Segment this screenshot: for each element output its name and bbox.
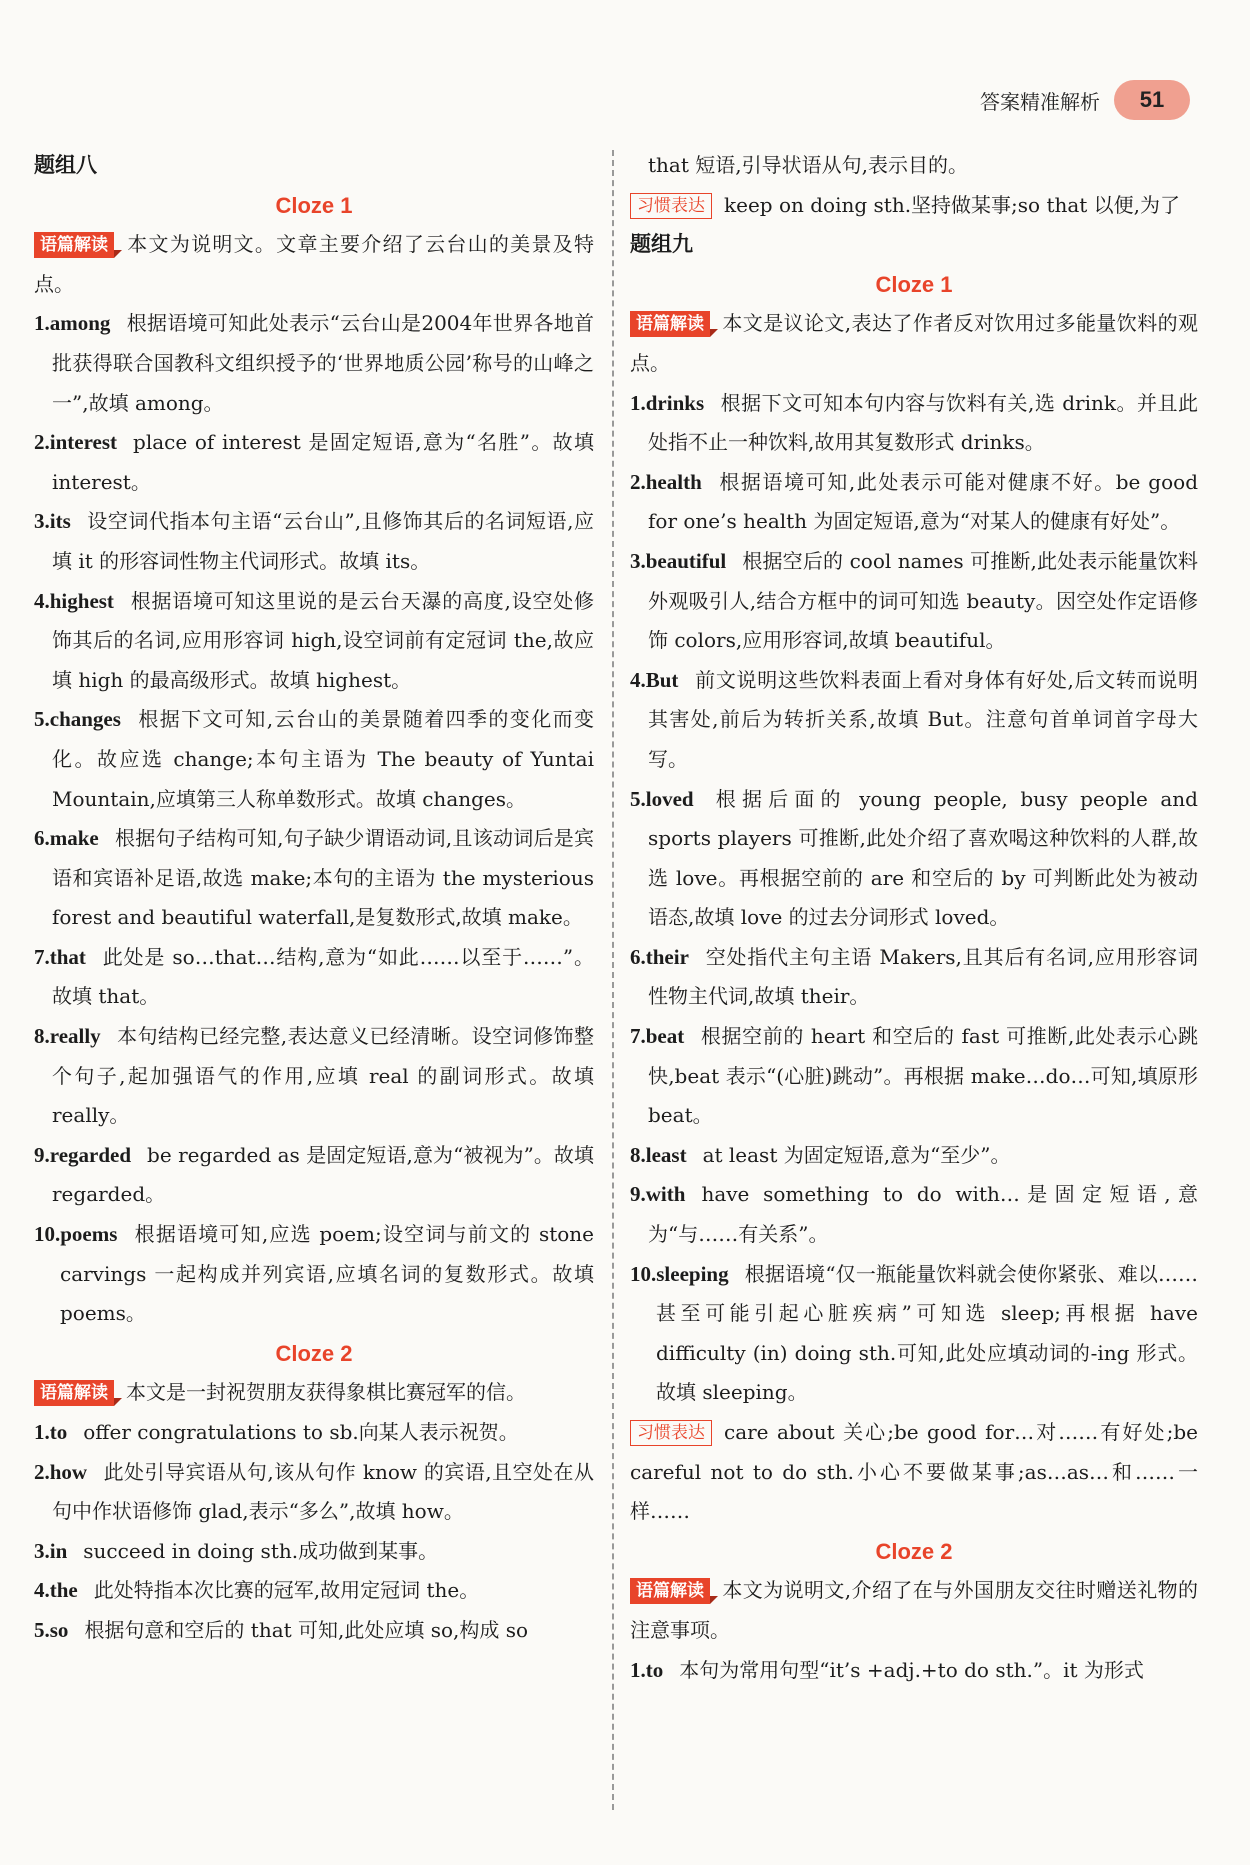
cloze-title: Cloze 2 — [875, 1538, 953, 1564]
answer-item — [34, 423, 594, 502]
answer-item — [34, 1215, 594, 1334]
explanation-text: 根据下文可知,云台山的美景随着四季的变化而变化。故应选 change;本句主语为 The beauty of Yuntai Mountain,应填第三人称单数形式。故填 changes。 — [52, 707, 594, 811]
page-number: 51 — [1114, 80, 1190, 120]
right-column — [630, 146, 1198, 1690]
answer-item — [630, 938, 1198, 1017]
explanation-text: 根据语境可知此处表示“云台山是2004年世界各地首批获得联合国教科文组织授予的‘世界地质公园’称号的山峰之一”,故填 among。 — [52, 311, 594, 415]
item-number: 3. — [34, 509, 50, 534]
answer-list — [630, 384, 1198, 1413]
explanation-text: 根据空前的 heart 和空后的 fast 可推断,此处表示心跳快,beat 表示“(心脏)跳动”。再根据 make…do…可知,填原形 beat。 — [648, 1024, 1198, 1128]
answer-item — [34, 700, 594, 819]
cloze-title: Cloze 2 — [275, 1340, 353, 1366]
answer-word: that — [49, 944, 86, 969]
answer-word: to — [645, 1657, 664, 1682]
explanation-text: 此处引导宾语从句,该从句作 know 的宾语,且空处在从句中作状语修饰 glad,表示“多么”,故填 how。 — [52, 1459, 594, 1524]
explanation-text: 根据语境可知这里说的是云台天瀑的高度,设空处修饰其后的名词,应用形容词 high,设空词前有定冠词 the,故应填 high 的最高级形式。故填 highest。 — [52, 588, 594, 692]
passage-analysis-text: 本文是议论文,表达了作者反对饮用过多能量饮料的观点。 — [630, 311, 1198, 375]
answer-word: its — [49, 509, 71, 534]
item-number: 2. — [34, 430, 50, 455]
passage-analysis-tag: 语篇解读 — [630, 1578, 710, 1604]
answer-item — [34, 1136, 594, 1215]
explanation-text: 根据语境可知,此处表示可能对健康不好。be good for one’s health 为固定短语,意为“对某人的健康有好处”。 — [648, 469, 1198, 534]
habit-tag: 习惯表达 — [630, 1420, 712, 1446]
explanation-text: 根据空后的 cool names 可推断,此处表示能量饮料外观吸引人,结合方框中的词可知选 beauty。因空处作定语修饰 colors,应用形容词,故填 beautiful。 — [648, 548, 1198, 653]
item-number: 2. — [34, 1459, 50, 1484]
answer-item — [34, 1453, 594, 1532]
answer-item — [34, 938, 594, 1017]
group-title: 题组八 — [34, 153, 97, 177]
answer-word: highest — [49, 588, 114, 613]
explanation-text: 此处是 so…that…结构,意为“如此……以至于……”。故填 that。 — [52, 944, 594, 1009]
answer-item — [34, 1017, 594, 1136]
item-number: 1. — [34, 1420, 50, 1444]
item-number: 8. — [34, 1024, 50, 1049]
explanation-text: be regarded as 是固定短语,意为“被视为”。故填 regarded。 — [52, 1142, 594, 1207]
explanation-text: at least 为固定短语,意为“至少”。 — [702, 1142, 1011, 1167]
item-number: 8. — [630, 1142, 646, 1167]
answer-word: so — [49, 1617, 69, 1642]
answer-item — [630, 1136, 1198, 1176]
column-divider — [612, 150, 614, 1810]
explanation-text: 本句结构已经完整,表达意义已经清晰。设空词修饰整个句子,起加强语气的作用,应填 real 的副词形式。故填 really。 — [52, 1024, 594, 1128]
explanation-text: 根据句子结构可知,句子缺少谓语动词,且该动词后是宾语和宾语补足语,故选 make;本句的主语为 the mysterious forest and beautiful waterfall,是复数形式,故填 make。 — [52, 826, 594, 930]
answer-word: really — [49, 1024, 101, 1049]
cloze-title: Cloze 1 — [275, 192, 353, 218]
passage-analysis-text: 本文为说明文。文章主要介绍了云台山的美景及特点。 — [34, 232, 594, 296]
item-number: 10. — [34, 1222, 61, 1247]
answer-item — [630, 1651, 1198, 1691]
answer-word: their — [645, 944, 689, 969]
answer-word: sleeping — [656, 1261, 729, 1286]
answer-word: interest — [49, 430, 118, 455]
passage-analysis-text: 本文为说明文,介绍了在与外国朋友交往时赠送礼物的注意事项。 — [630, 1578, 1198, 1642]
answer-item — [34, 1571, 594, 1611]
explanation-text: 根据下文可知本句内容与饮料有关,选 drink。并且此处指不止一种饮料,故用其复数形式 drinks。 — [648, 390, 1198, 455]
answer-item — [630, 1255, 1198, 1413]
passage-analysis — [34, 1373, 594, 1413]
passage-analysis — [630, 1571, 1198, 1650]
answer-word: in — [49, 1538, 68, 1563]
passage-analysis — [34, 225, 594, 304]
answer-item — [630, 661, 1198, 780]
item-number: 1. — [34, 311, 50, 336]
answer-word: loved — [645, 786, 694, 811]
explanation-text: have something to do with…是固定短语,意为“与……有关系”。 — [648, 1182, 1198, 1247]
explanation-text: 前文说明这些饮料表面上看对身体有好处,后文转而说明其害处,前后为转折关系,故填 But。注意句首单词首字母大写。 — [648, 667, 1198, 771]
answer-word: regarded — [49, 1142, 132, 1167]
item-number: 4. — [34, 1578, 50, 1603]
item-number: 5. — [34, 707, 50, 732]
answer-list — [34, 1413, 594, 1651]
answer-item — [34, 819, 594, 938]
explanation-text: 根据语境可知,应选 poem;设空词与前文的 stone carvings 一起构成并列宾语,应填名词的复数形式。故填 poems。 — [60, 1222, 594, 1326]
answer-word: beat — [645, 1024, 685, 1049]
habit-expression — [630, 186, 1198, 226]
passage-analysis-tag: 语篇解读 — [34, 1380, 114, 1406]
answer-item — [34, 1413, 594, 1453]
item-number: 6. — [630, 944, 646, 969]
item-number: 7. — [34, 944, 50, 969]
explanation-text: 此处特指本次比赛的冠军,故用定冠词 the。 — [93, 1578, 480, 1603]
answer-word: beautiful — [645, 548, 727, 573]
item-number: 4. — [630, 667, 646, 692]
answer-word: But — [645, 667, 679, 692]
item-number: 6. — [34, 826, 50, 851]
left-column — [34, 146, 594, 1651]
answer-item — [630, 1175, 1198, 1254]
explanation-text: place of interest 是固定短语,意为“名胜”。故填 interest。 — [52, 430, 594, 494]
passage-analysis-tag: 语篇解读 — [630, 311, 710, 337]
explanation-text: 根据语境“仅一瓶能量饮料就会使你紧张、难以……甚至可能引起心脏疾病”可知选 sleep;再根据 have difficulty (in) doing sth.可知,此处应填动词的-ing 形式。故填 sleeping。 — [656, 1261, 1198, 1405]
answer-word: make — [49, 826, 99, 851]
answer-word: the — [49, 1578, 78, 1603]
answer-word: drinks — [645, 390, 705, 415]
item-number: 1. — [630, 390, 646, 415]
answer-word: how — [49, 1459, 88, 1484]
explanation-text: offer congratulations to sb.向某人表示祝贺。 — [83, 1420, 519, 1444]
answer-word: health — [645, 469, 702, 494]
item-number: 2. — [630, 469, 646, 494]
item-number: 5. — [630, 786, 646, 811]
group-title: 题组九 — [630, 232, 693, 257]
item-number: 4. — [34, 588, 50, 613]
explanation-text: 根据后面的 young people, busy people and sports players 可推断,此处介绍了喜欢喝这种饮料的人群,故选 love。再根据空前的 are 和空后的 by 可判断此处为被动语态,故填 love 的过去分词形式 loved。 — [648, 786, 1198, 930]
answer-item — [34, 1532, 594, 1572]
item-number: 5. — [34, 1617, 50, 1642]
item-number: 9. — [34, 1142, 50, 1167]
item-number: 9. — [630, 1182, 646, 1207]
answer-word: with — [645, 1182, 686, 1207]
answer-list — [34, 304, 594, 1333]
explanation-text: 本句为常用句型“it’s +adj.+to do sth.”。it 为形式 — [679, 1657, 1144, 1682]
answer-item — [34, 304, 594, 423]
item-number: 3. — [630, 548, 646, 573]
answer-item — [630, 463, 1198, 542]
explanation-text: 根据句意和空后的 that 可知,此处应填 so,构成 so — [84, 1617, 529, 1642]
answer-word: least — [645, 1142, 687, 1167]
answer-word: among — [49, 311, 111, 336]
habit-tag: 习惯表达 — [630, 193, 712, 219]
explanation-text: succeed in doing sth.成功做到某事。 — [83, 1538, 439, 1563]
habit-text: keep on doing sth.坚持做某事;so that 以便,为了 — [724, 192, 1181, 217]
answer-item — [630, 1017, 1198, 1136]
habit-expression — [630, 1413, 1198, 1532]
page-header — [980, 80, 1190, 120]
explanation-text: 空处指代主句主语 Makers,且其后有名词,应用形容词性物主代词,故填 their。 — [648, 944, 1198, 1009]
answer-item — [630, 384, 1198, 463]
cloze-title: Cloze 1 — [875, 271, 953, 297]
item-number: 7. — [630, 1024, 646, 1049]
habit-text: care about 关心;be good for…对……有好处;be careful not to do sth.小心不要做某事;as…as…和……一样…… — [630, 1420, 1198, 1524]
item-number: 3. — [34, 1538, 50, 1563]
item-number: 1. — [630, 1657, 646, 1682]
answer-word: to — [49, 1420, 68, 1444]
passage-analysis — [630, 304, 1198, 383]
answer-word: poems — [60, 1222, 118, 1247]
answer-list — [630, 1651, 1198, 1691]
passage-analysis-tag: 语篇解读 — [34, 232, 114, 258]
answer-item — [630, 542, 1198, 661]
answer-word: changes — [49, 707, 121, 732]
explanation-text: 设空词代指本句主语“云台山”,且修饰其后的名词短语,应填 it 的形容词性物主代词形式。故填 its。 — [52, 509, 594, 573]
answer-item — [630, 780, 1198, 938]
header-title: 答案精准解析 — [980, 89, 1100, 114]
passage-analysis-text: 本文是一封祝贺朋友获得象棋比赛冠军的信。 — [126, 1380, 526, 1405]
answer-item — [34, 582, 594, 701]
answer-item — [34, 502, 594, 581]
item-number: 10. — [630, 1261, 657, 1286]
answer-item — [34, 1611, 594, 1651]
continued-text: that 短语,引导状语从句,表示目的。 — [648, 153, 968, 177]
